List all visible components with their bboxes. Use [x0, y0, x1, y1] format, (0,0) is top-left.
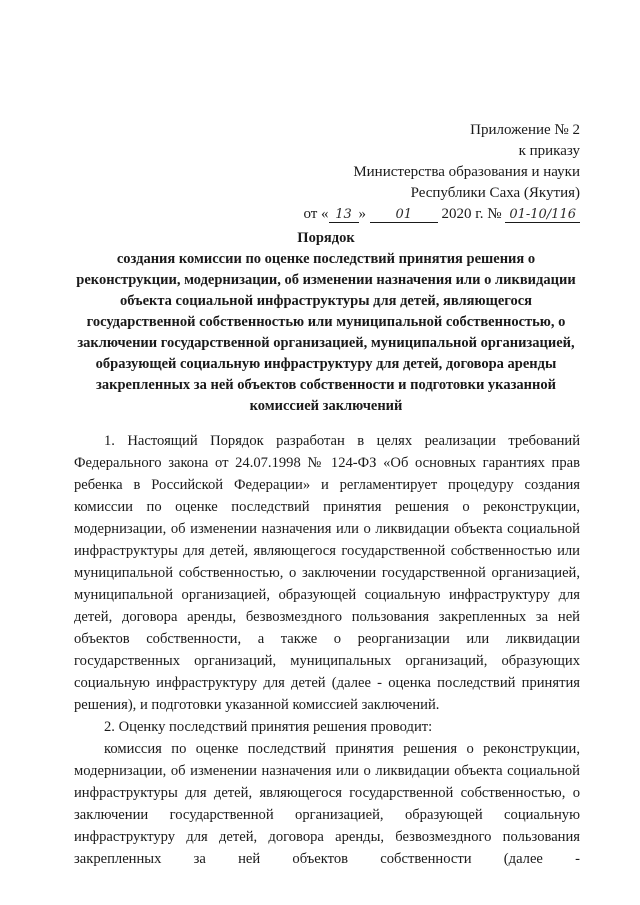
date-prefix: от « — [303, 206, 329, 222]
appendix-republic: Республики Саха (Якутия) — [410, 185, 580, 201]
appendix-order-ref: к приказу — [518, 143, 580, 159]
handwritten-month: 01 — [370, 207, 438, 223]
paragraph-1: 1. Настоящий Порядок разработан в целях реализации требований Федерального закона от 24.07.1998 № 124-ФЗ «Об основных гарантиях прав ребенка в Российской Федерации» и регламентирует процедуру создания комиссии по оценке последствий принятия решения о реконструкции, модернизации, об изменении назначения или о ликвидации объекта социальной инфраструктуры для детей, являющегося государственной собственностью или муниципальной собственностью, о заключении государственной организацией, муниципальной организацией, образующей социальную инфраструктуру для детей, договора аренды, безвозмездного пользования закрепленных за ней объектов собственности, а также о реорганизации или ликвидации государственных организаций, муниципальных организаций, образующих социальную инфраструктуру для детей (далее - оценка последствий принятия решения), и подготовки указанной комиссией заключений. — [74, 433, 580, 713]
appendix-date-line — [260, 204, 580, 225]
document-title: Порядок — [297, 230, 355, 246]
paragraph-2: 2. Оценку последствий принятия решения проводит: — [104, 719, 433, 735]
appendix-number: Приложение № 2 — [470, 122, 580, 138]
document-title-block — [64, 228, 588, 417]
appendix-ministry: Министерства образования и науки — [353, 164, 580, 180]
date-year: 2020 г. № — [441, 206, 502, 222]
appendix-block — [260, 120, 580, 225]
date-mid: » — [358, 206, 367, 222]
paragraph-3: комиссия по оценке последствий принятия решения о реконструкции, модернизации, об изменении назначения или о ликвидации объекта социальной инфраструктуры для детей, являющегося государственной собственностью, о заключении государственной организацией, образующей социальную инфраструктуру для детей, договора аренды, безвозмездного пользования закрепленных за ней объектов собственности (далее - — [74, 741, 580, 867]
document-body — [74, 430, 580, 870]
handwritten-order-number: 01-10/116 — [505, 207, 580, 223]
handwritten-day: 13 — [329, 207, 359, 223]
document-subtitle: создания комиссии по оценке последствий принятия решения о реконструкции, модернизации, об изменении назначения или о ликвидации объекта социальной инфраструктуры для детей, являющегося государственной собственностью или муниципальной собственностью, о заключении государственной организацией, муниципальной организацией, образующей социальную инфраструктуру для детей, договора аренды закрепленных за ней объектов собственности и подготовки указанной комиссией заключений — [76, 251, 576, 414]
